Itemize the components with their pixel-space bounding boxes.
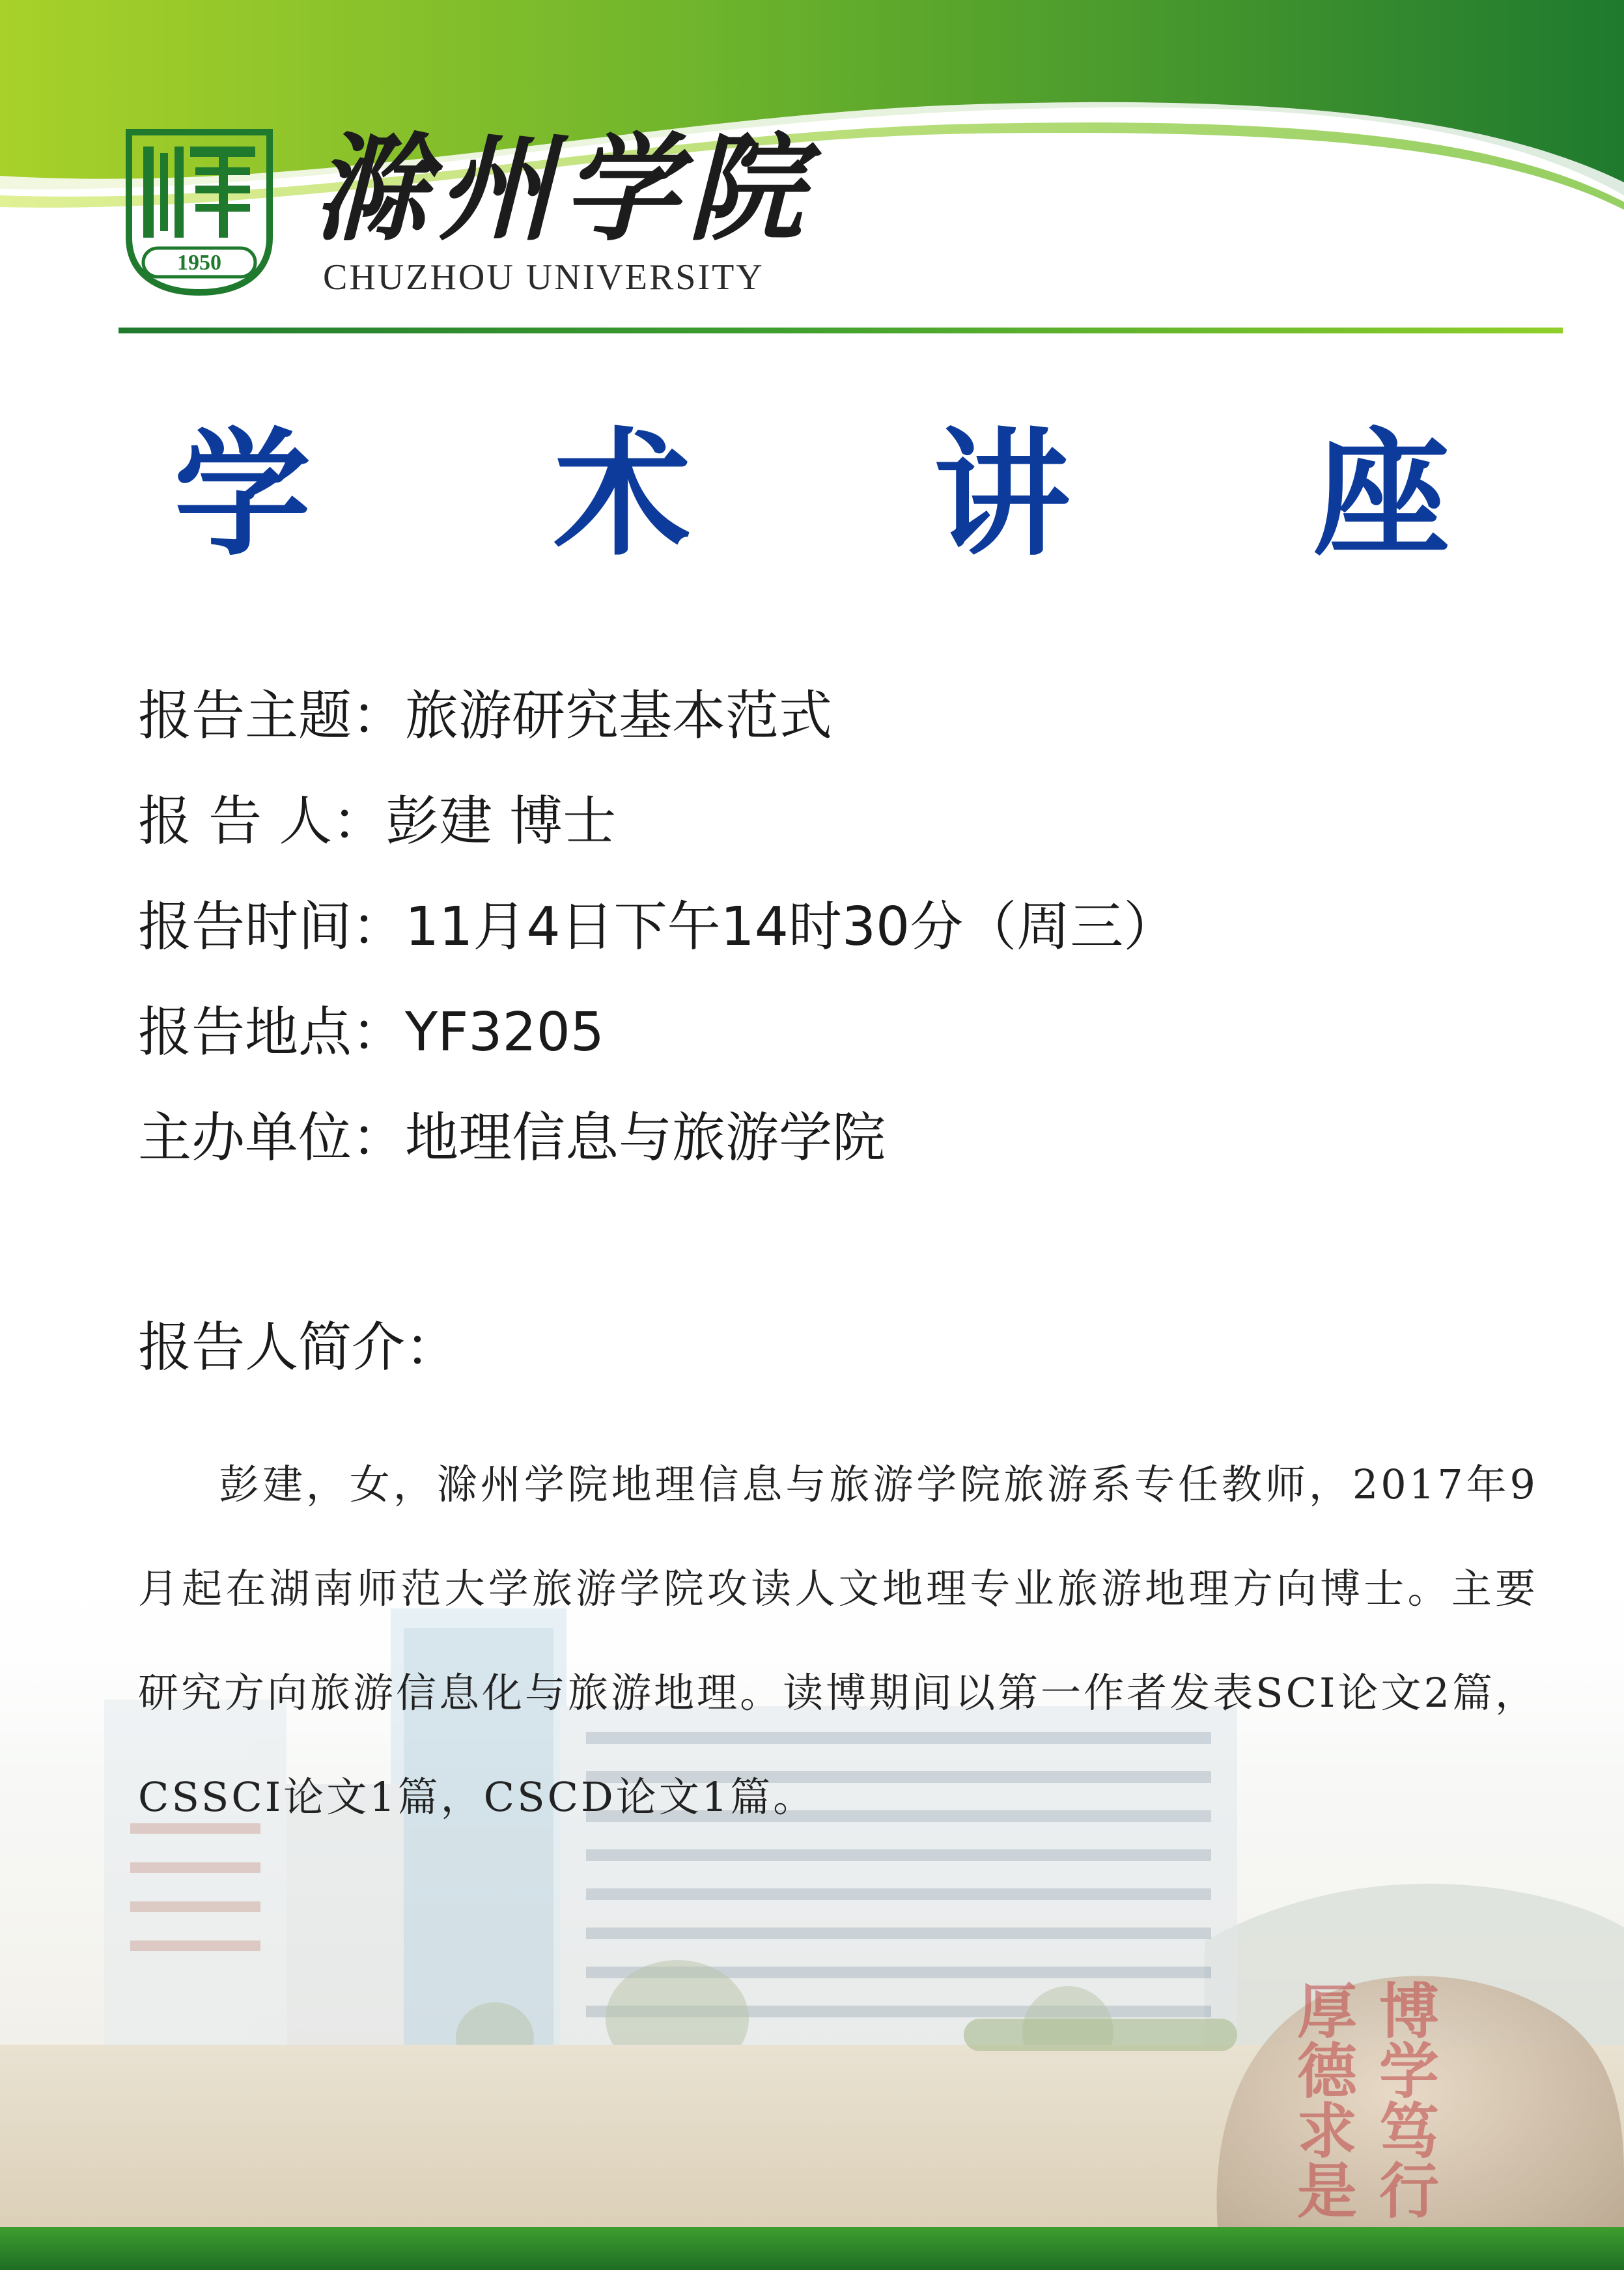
speaker-intro-heading: 报告人简介：	[138, 1317, 459, 1379]
info-value: 地理信息与旅游学院	[405, 1107, 886, 1169]
info-row-time	[138, 888, 1505, 994]
university-emblem	[124, 127, 275, 298]
info-label: 报告主题：	[138, 685, 406, 747]
footer-bar	[0, 2227, 1624, 2270]
header-divider	[119, 328, 1563, 333]
lecture-info	[138, 677, 1505, 1205]
info-label: 报告时间：	[138, 896, 406, 958]
info-label: 报 告 人：	[138, 791, 386, 852]
info-value: 旅游研究基本范式	[405, 685, 833, 747]
poster-title: 学 术 讲 座	[174, 415, 1548, 574]
info-row-organizer	[138, 1099, 1505, 1205]
info-value: YF3205	[405, 1002, 604, 1063]
info-row-speaker	[138, 783, 1505, 888]
logo-english-name: CHUZHOU UNIVERSITY	[323, 257, 764, 298]
info-value: 11月4日下午14时30分（周三）	[405, 896, 1177, 958]
logo-chinese-name: 滁州学院	[313, 120, 813, 257]
rock-inscription: 博学笃行 厚德求是	[1287, 1980, 1440, 2219]
info-label: 报告地点：	[138, 1002, 406, 1063]
speaker-intro-body: 彭建，女，滁州学院地理信息与旅游学院旅游系专任教师，2017年9月起在湖南师范大学旅游学院攻读人文地理专业旅游地理方向博士。主要研究方向旅游信息化与旅游地理。读博期间以第一作者发表SCI论文2篇，CSSCI论文1篇，CSCD论文1篇。	[138, 1461, 1538, 1821]
info-label: 主办单位：	[138, 1107, 406, 1169]
info-row-location	[138, 994, 1505, 1099]
logo-year: 1950	[177, 251, 221, 275]
info-value: 彭建 博士	[385, 791, 617, 852]
info-row-topic	[138, 677, 1505, 783]
